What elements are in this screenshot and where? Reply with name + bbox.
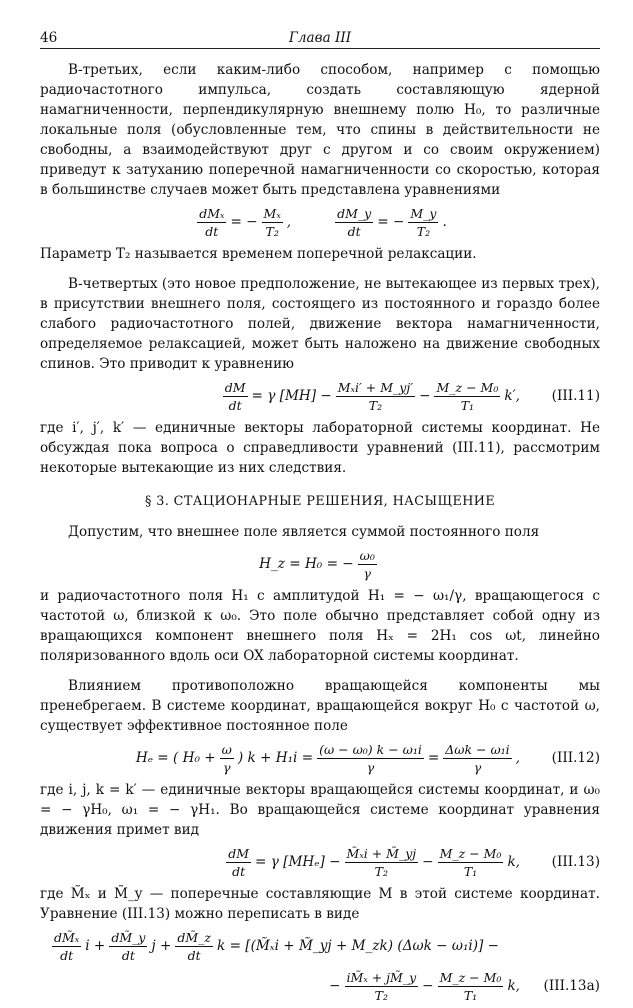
paragraph-3: В-четвертых (это новое предположение, не вытекающее из первых трех), в присутствии внешнего поля, состоящего из постоянного и гораздо более слабого радиочастотного полей, движение вектора намагниченности, определяемое релаксацией, может быть наложено на движение свободных спинов. Это приводит к уравнению	[40, 276, 600, 372]
denominator: dt	[347, 223, 361, 239]
equation-number: (III.11)	[551, 388, 600, 404]
denominator: dt	[205, 223, 219, 239]
numerator: (ω − ω₀) k − ω₁i	[319, 741, 422, 757]
denominator: dt	[232, 863, 246, 879]
fraction	[317, 742, 424, 775]
denominator: T₁	[463, 987, 478, 1003]
equation-number: (III.12)	[551, 750, 600, 766]
equation-term: i +	[85, 938, 106, 954]
equation-number: (III.13a)	[543, 978, 600, 994]
equation-separator: ,	[286, 214, 292, 230]
denominator: T₂	[374, 987, 389, 1003]
denominator: γ	[366, 759, 375, 775]
denominator: dt	[187, 947, 201, 963]
numerator: dM̃ₓ	[54, 929, 80, 945]
fraction	[345, 846, 419, 879]
chapter-title: Глава III	[288, 30, 352, 46]
equation-number: (III.13)	[551, 854, 600, 870]
fraction	[52, 930, 81, 963]
paragraph-7: Влиянием противоположно вращающейся компоненты мы пренебрегаем. В системе координат, вращающейся вокруг H₀ с частотой ω, существует эффективное постоянное поле	[40, 678, 600, 734]
numerator: dMₓ	[199, 205, 225, 221]
fraction	[175, 930, 213, 963]
equation-III-12	[40, 740, 600, 776]
numerator: M_z − M₀	[436, 379, 499, 395]
numerator: dM	[224, 379, 246, 395]
denominator: dt	[60, 947, 74, 963]
page-number: 46	[40, 30, 58, 46]
paragraph-5: Допустим, что внешнее поле является суммой постоянного поля	[68, 524, 540, 540]
fraction	[438, 846, 504, 879]
numerator: Δωk − ω₁i	[445, 741, 510, 757]
numerator: M_z − M₀	[439, 969, 502, 985]
paragraph-4: где i′, j′, k′ — единичные векторы лабораторной системы координат. Не обсуждая пока вопроса о справедливости уравнений (III.11), рассмотрим некоторые вытекающие из них следствия.	[40, 420, 600, 476]
fraction	[443, 742, 511, 775]
equation-transverse-decay	[40, 204, 600, 240]
equation-operator: −	[329, 978, 341, 994]
equation-term: H_z = H₀ = −	[259, 556, 354, 572]
fraction	[262, 206, 283, 239]
fraction	[345, 970, 419, 1003]
denominator: T₁	[463, 863, 478, 879]
fraction	[358, 548, 377, 581]
denominator: T₂	[368, 397, 383, 413]
denominator: T₂	[374, 863, 389, 879]
equation-III-13	[40, 844, 600, 880]
paragraph-2: Параметр T₂ называется временем поперечной релаксации.	[40, 246, 477, 262]
fraction	[197, 206, 226, 239]
fraction	[408, 206, 438, 239]
equation-III-13a-line2	[40, 968, 600, 1004]
numerator: M_z − M₀	[439, 845, 502, 861]
equation-static-field	[40, 546, 600, 582]
equation-operator: −	[422, 978, 434, 994]
fraction	[335, 206, 373, 239]
page-header	[40, 28, 600, 52]
numerator: dM_y	[337, 205, 372, 221]
numerator: Mₓ	[263, 205, 281, 221]
paragraph-1: В-третьих, если каким-либо способом, например с помощью радиочастотного импульса, создать составляющую ядерной намагниченности, перпендикулярную внешнему полю H₀, то различные локальные поля (обусловленные тем, что спины в действительности не свободны, а взаимодействуют друг с другом и со своим окружением) приведут к затуханию поперечной намагниченности со скоростью, которая в большинстве случаев может быть представлена уравнениями	[40, 62, 600, 198]
fraction	[220, 742, 234, 775]
denominator: γ	[223, 759, 231, 775]
equation-term: j +	[151, 938, 172, 954]
equation-III-13a-line1	[40, 928, 600, 964]
equation-term: = γ [MHₑ] −	[255, 854, 341, 870]
numerator: Mₓi′ + M_yj′	[337, 379, 414, 395]
equation-term: Hₑ = ( H₀ +	[135, 750, 216, 766]
numerator: dM̃_z	[177, 929, 212, 945]
denominator: T₂	[416, 223, 431, 239]
denominator: dt	[228, 397, 242, 413]
numerator: iM̃ₓ + jM̃_y	[346, 969, 417, 985]
equation-III-11	[40, 378, 600, 414]
fraction	[336, 380, 415, 413]
equation-term: ) k + H₁i =	[237, 750, 314, 766]
equation-operator: −	[419, 388, 431, 404]
numerator: M̃ₓi + M̃_yj	[346, 845, 417, 861]
denominator: γ	[473, 759, 482, 775]
equation-end: .	[442, 214, 447, 230]
equation-end: k,	[507, 978, 520, 994]
equation-operator: = −	[230, 214, 258, 230]
paragraph-8: где i, j, k = k′ — единичные векторы вращающейся системы координат, и ω₀ = − γH₀, ω₁ = − γH₁. Во вращающейся системе координат уравнения движения примет вид	[40, 782, 600, 838]
fraction	[109, 930, 147, 963]
numerator: dM̃_y	[111, 929, 146, 945]
paragraph-9: где M̃ₓ и M̃_y — поперечные составляющие M в этой системе координат. Уравнение (III.13) можно переписать в виде	[40, 886, 600, 922]
section-heading: § 3. СТАЦИОНАРНЫЕ РЕШЕНИЯ, НАСЫЩЕНИЕ	[144, 494, 496, 509]
fraction	[226, 846, 251, 879]
header-rule	[40, 48, 600, 49]
denominator: T₂	[265, 223, 279, 239]
equation-end: k,	[507, 854, 520, 870]
denominator: dt	[121, 947, 135, 963]
fraction	[223, 380, 248, 413]
equation-term: k = [(M̃ₓi + M̃_yj + M_zk) (Δωk − ω₁i)] −	[217, 938, 500, 954]
numerator: dM	[228, 845, 249, 861]
equation-operator: −	[422, 854, 434, 870]
equation-end: ,	[515, 750, 520, 766]
page	[40, 28, 600, 1008]
fraction	[438, 970, 504, 1003]
equation-term: = γ [MH] −	[251, 388, 332, 404]
equation-end: k′,	[504, 388, 520, 404]
denominator: γ	[363, 565, 372, 581]
denominator: T₁	[460, 397, 475, 413]
equation-operator: = −	[377, 214, 405, 230]
equation-operator: =	[427, 750, 440, 766]
numerator: ω₀	[359, 547, 375, 563]
numerator: ω	[221, 741, 232, 757]
numerator: M_y	[410, 205, 437, 221]
fraction	[434, 380, 500, 413]
paragraph-6: и радиочастотного поля H₁ с амплитудой H₁ = − ω₁/γ, вращающегося с частотой ω, близкой к ω₀. Это поле обычно представляет собой одну из вращающихся компонент внешнего поля Hₓ = 2H₁ cos ωt, линейно поляризованного вдоль оси OX лабораторной системы координат.	[40, 588, 600, 664]
